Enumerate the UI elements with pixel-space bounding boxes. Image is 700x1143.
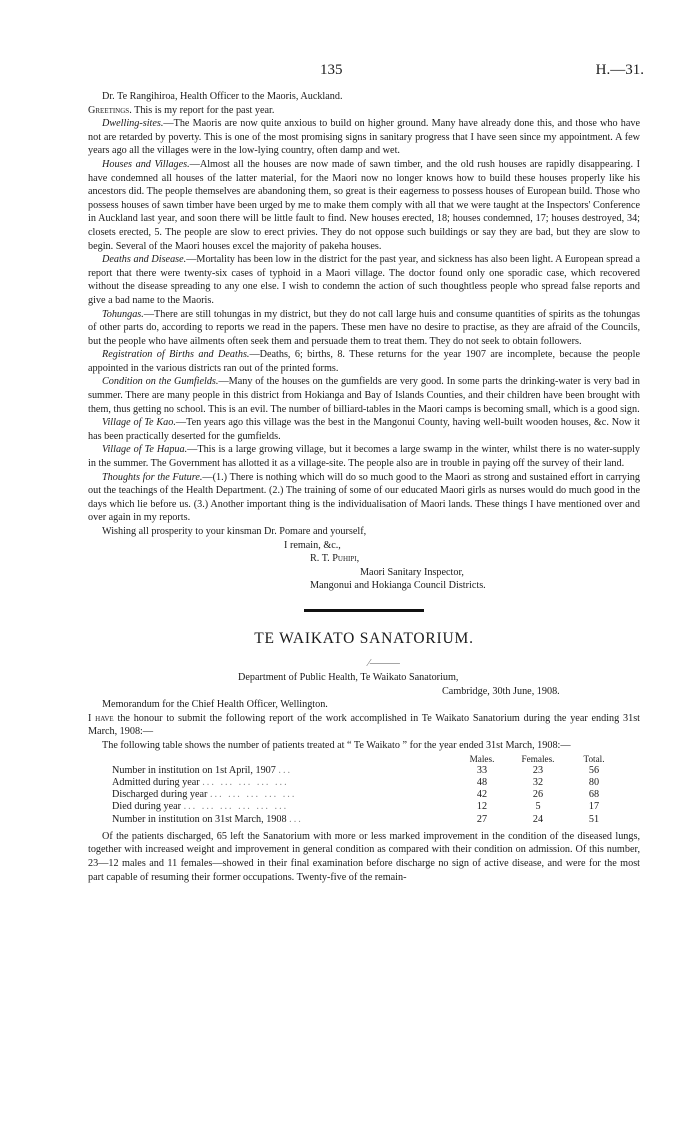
document-page (88, 62, 644, 884)
patients-table (112, 753, 622, 826)
cell-males: 42 (476, 789, 488, 801)
section-heading: Village of Te Hapua. (102, 444, 188, 456)
table-row (112, 765, 622, 777)
para-lead: I have (88, 712, 114, 724)
section-text: —(1.) There is nothing which will do so much good to the Maori as strong and sustained effort in carrying out the teachings of the Health Department. (2.) The training of some of our educated Maori girls as nurses would do much good in the days which lie before us. (3.) Another important thing is the individualisation of Maori lands. These things I have mentioned over and over again in my reports. (88, 471, 640, 524)
page-number: 135 (320, 62, 343, 78)
section-heading: Deaths and Disease. (102, 254, 187, 266)
row-label: Discharged during year ... ... ... ... ... (112, 789, 297, 801)
section-heading: Thoughts for the Future. (102, 471, 203, 483)
col-females: Females. (521, 753, 555, 764)
section-heading: Condition on the Gumfields. (102, 376, 219, 388)
section-divider (304, 609, 424, 612)
section-text: —Mortality has been low in the district for the past year, and sickness has also been light. A European spread a report that there were twenty-six cases of typhoid in a Maori village. The doctor found only one sporadic case, which recovered without the disease spreading to any one else. I wish to condemn the action of such thoughtless people who spread false reports and give a bad name to the Maoris. (88, 254, 640, 306)
section-text: —Many of the houses on the gumfields are very good. In some parts the drinking-water is very bad in summer. There are many people in this district from Hokianga and Bay of Islands Counties, and their children have been brought with them, thus getting no school. This is an evil. The number of billiard-tables in the Maori camps is becoming small, which is a good sign. (88, 376, 640, 415)
cell-total: 80 (588, 776, 600, 788)
para-table-intro: The following table shows the number of patients treated at “ Te Waikato ” for the year ended 31st March, 1908:— (102, 739, 571, 751)
signatory-districts: Mangonui and Hokianga Council Districts. (310, 580, 486, 592)
sanatorium-heading: TE WAIKATO SANATORIUM. (254, 629, 474, 647)
cell-total: 51 (588, 813, 600, 825)
section-heading: Tohungas. (102, 308, 144, 320)
cell-males: 27 (476, 813, 488, 825)
section-tohungas (88, 308, 640, 349)
dept-address (88, 671, 640, 698)
cell-total: 68 (588, 789, 600, 801)
section-deaths-disease (88, 253, 640, 307)
row-label: Number in institution on 31st March, 1908 ... (112, 813, 303, 825)
decorative-flourish: ⁄——— (368, 657, 400, 669)
memo-line: Memorandum for the Chief Health Officer, Wellington. (102, 699, 328, 711)
signature-block (88, 539, 640, 593)
col-males: Males. (469, 753, 495, 764)
section-registration (88, 348, 640, 375)
col-total: Total. (583, 753, 605, 764)
cell-males: 33 (476, 764, 488, 776)
greeting-label: Greetings. (88, 104, 132, 116)
table-header-row (112, 753, 622, 765)
section-te-hapua (88, 443, 640, 470)
table-row (112, 789, 622, 801)
section-text: —There are still tohungas in my district, but they do not call large huis and consume quantities of spirits as the tohungas of other parts do, according to reports we read in the papers. These men have no desire to practise, as they are afraid of the Councils, but the people who have ailments often seek them and persuade them to treat them. They do not seek to obtain followers. (88, 308, 640, 347)
signatory-name: R. T. Puhipi, (310, 553, 360, 565)
cell-females: 24 (532, 813, 544, 825)
cell-females: 5 (535, 801, 541, 813)
report-closing: Wishing all prosperity to your kinsman Dr. Pomare and yourself, (102, 526, 367, 537)
cell-females: 32 (532, 776, 544, 788)
report-greeting (88, 104, 640, 118)
document-reference: H.—31. (595, 62, 644, 78)
cell-total: 17 (588, 801, 600, 813)
section-heading: Houses and Villages. (102, 158, 190, 170)
table-row (112, 801, 622, 813)
section-dwelling-sites (88, 117, 640, 158)
page-header (88, 62, 644, 90)
para-intro (88, 712, 640, 739)
signatory-title: Maori Sanitary Inspector, (360, 566, 464, 578)
cell-males: 48 (476, 776, 488, 788)
report-address: Dr. Te Rangihiroa, Health Officer to the Maoris, Auckland. (102, 91, 343, 102)
section-heading: Dwelling-sites. (102, 118, 164, 130)
cell-males: 12 (476, 801, 488, 813)
row-label: Number in institution on 1st April, 1907 ... (112, 764, 293, 776)
section-text: —This is a large growing village, but it becomes a large swamp in the winter, whilst there is no water-supply in the summer. The Government has allotted it as a village-site. The people also are in trouble in paying off the survey of their land. (88, 444, 640, 470)
section-houses-villages (88, 158, 640, 253)
greeting-text: This is my report for the past year. (131, 104, 275, 116)
para-discharged: Of the patients discharged, 65 left the Sanatorium with more or less marked improvement in the condition of the diseased lungs, together with increased weight and improvement in general condition as compared with their condition on admission. Of this number, 23—12 males and 11 females—showed in their final examination before discharge no sign of active disease, and were for the most part capable of resuming their former occupations. Twenty-five of the remain- (88, 830, 640, 883)
table-row (112, 777, 622, 789)
dept-line: Department of Public Health, Te Waikato Sanatorium, (238, 671, 459, 683)
table-row (112, 814, 622, 826)
section-heading: Village of Te Kao. (102, 417, 176, 429)
row-label: Died during year ... ... ... ... ... ... (112, 801, 289, 813)
cell-females: 23 (532, 764, 544, 776)
section-text: —Ten years ago this village was the best in the Mangonui County, having well-built wooden houses, &c. Now it has been practically deserted for the gumfields. (88, 417, 640, 442)
cell-total: 56 (588, 764, 600, 776)
signoff: I remain, &c., (284, 539, 341, 551)
section-gumfields (88, 375, 640, 416)
section-te-kao (88, 416, 640, 443)
section-text: —The Maoris are now quite anxious to build on higher ground. Many have already done this, and those who have not are retarded by poverty. This is one of the most promising signs in sanitary progress that I have seen since my appointment. A few years ago all the villages were in the low-lying country, often damp and wet. (88, 118, 640, 157)
section-text: —Almost all the houses are now made of sawn timber, and the old rush houses are rapidly disappearing. I have condemned all houses of the latter material, for the Maori now no longer knows how to build these houses properly like his ancestors did. The people themselves are abandoning them, so great is their eagerness to possess houses of European build. Those who possess houses of sawn timber have been urged by me to make them comply with all that we were taught at the Inspectors' Conference in Auckland last year, and soon there will be little fault to find. New houses erected, 18; houses condemned, 17; houses destroyed, 34; closets erected, 5. The people are slow to erect privies. They do not oppose such buildings or say they are bad, but they are slow to begin. Several of the Maori houses excel the majority of pakeha houses. (88, 158, 640, 252)
para-text: the honour to submit the following report of the work accomplished in Te Waikato Sanatorium during the year ending 31st March, 1908:— (88, 712, 641, 738)
section-text: —Deaths, 6; births, 8. These returns for the year 1907 are incomplete, because the people appointed in the various districts ran out of the printed forms. (88, 349, 640, 374)
section-thoughts-future (88, 471, 640, 525)
row-label: Admitted during year ... ... ... ... ... (112, 776, 289, 788)
cell-females: 26 (532, 789, 544, 801)
date-line: Cambridge, 30th June, 1908. (442, 685, 560, 697)
section-heading: Registration of Births and Deaths. (102, 349, 250, 361)
